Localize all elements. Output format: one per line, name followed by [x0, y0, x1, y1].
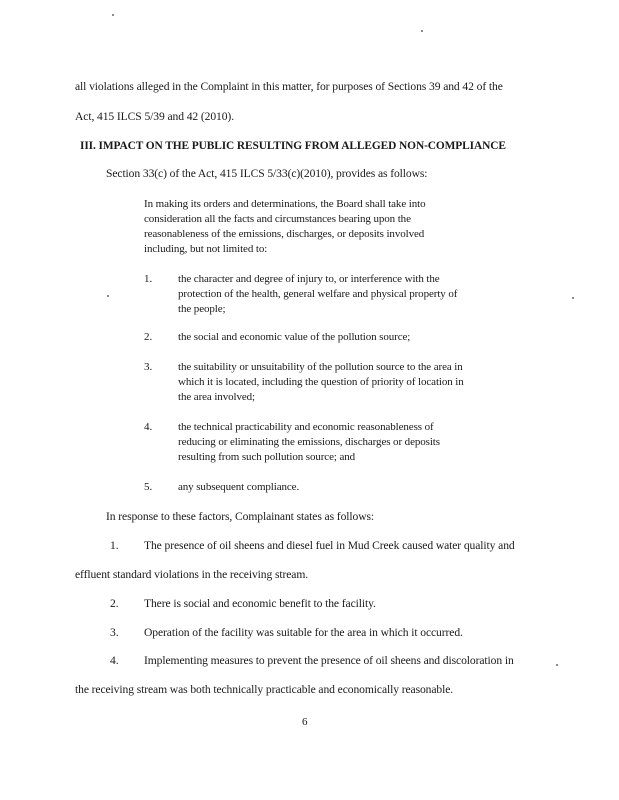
quote-item-line: the character and degree of injury to, or interference with the [178, 273, 440, 285]
intro-paragraph: Section 33(c) of the Act, 415 ILCS 5/33(c)(2010), provides as follows: [106, 167, 428, 180]
quote-item-number: 4. [144, 421, 153, 433]
quote-item-line: the social and economic value of the pollution source; [178, 331, 411, 343]
quote-item-line: the suitability or unsuitability of the pollution source to the area in [178, 361, 463, 373]
scan-speck [421, 30, 423, 32]
response-line: Operation of the facility was suitable for the area in which it occurred. [144, 626, 463, 639]
response-line: The presence of oil sheens and diesel fuel in Mud Creek caused water quality and [144, 539, 515, 552]
response-intro: In response to these factors, Complainant states as follows: [106, 510, 375, 523]
quote-item-line: reducing or eliminating the emissions, discharges or deposits [178, 436, 440, 448]
quote-line: consideration all the facts and circumstances bearing upon the [144, 213, 411, 225]
response-number: 1. [110, 539, 119, 552]
response-line: Implementing measures to prevent the presence of oil sheens and discoloration in [144, 654, 514, 667]
quote-line: reasonableness of the emissions, discharges, or deposits involved [144, 228, 425, 240]
quote-item-line: any subsequent compliance. [178, 481, 300, 493]
quote-item-number: 5. [144, 481, 153, 493]
body-text-line: all violations alleged in the Complaint in this matter, for purposes of Sections 39 and 42 of the [75, 80, 503, 93]
quote-item-number: 3. [144, 361, 153, 373]
response-number: 4. [110, 654, 119, 667]
scan-speck [107, 295, 109, 297]
quote-item-line: which it is located, including the question of priority of location in [178, 376, 464, 388]
quote-line: including, but not limited to: [144, 243, 268, 255]
body-text-line: Act, 415 ILCS 5/39 and 42 (2010). [75, 110, 234, 123]
response-line: effluent standard violations in the receiving stream. [75, 568, 309, 581]
scan-speck [112, 14, 114, 16]
response-line: the receiving stream was both technically practicable and economically reasonable. [75, 683, 454, 696]
quote-item-line: resulting from such pollution source; and [178, 451, 356, 463]
scan-speck [572, 297, 574, 299]
page-number: 6 [302, 716, 308, 728]
quote-item-number: 2. [144, 331, 153, 343]
quote-item-line: protection of the health, general welfare and physical property of [178, 288, 458, 300]
response-number: 2. [110, 597, 119, 610]
quote-item-number: 1. [144, 273, 153, 285]
scan-speck [556, 664, 558, 666]
section-heading: III. IMPACT ON THE PUBLIC RESULTING FROM ALLEGED NON-COMPLIANCE [80, 140, 506, 152]
quote-line: In making its orders and determinations, the Board shall take into [144, 198, 426, 210]
quote-item-line: the area involved; [178, 391, 255, 403]
quote-item-line: the technical practicability and economic reasonableness of [178, 421, 434, 433]
quote-item-line: the people; [178, 303, 226, 315]
response-line: There is social and economic benefit to the facility. [144, 597, 376, 610]
response-number: 3. [110, 626, 119, 639]
